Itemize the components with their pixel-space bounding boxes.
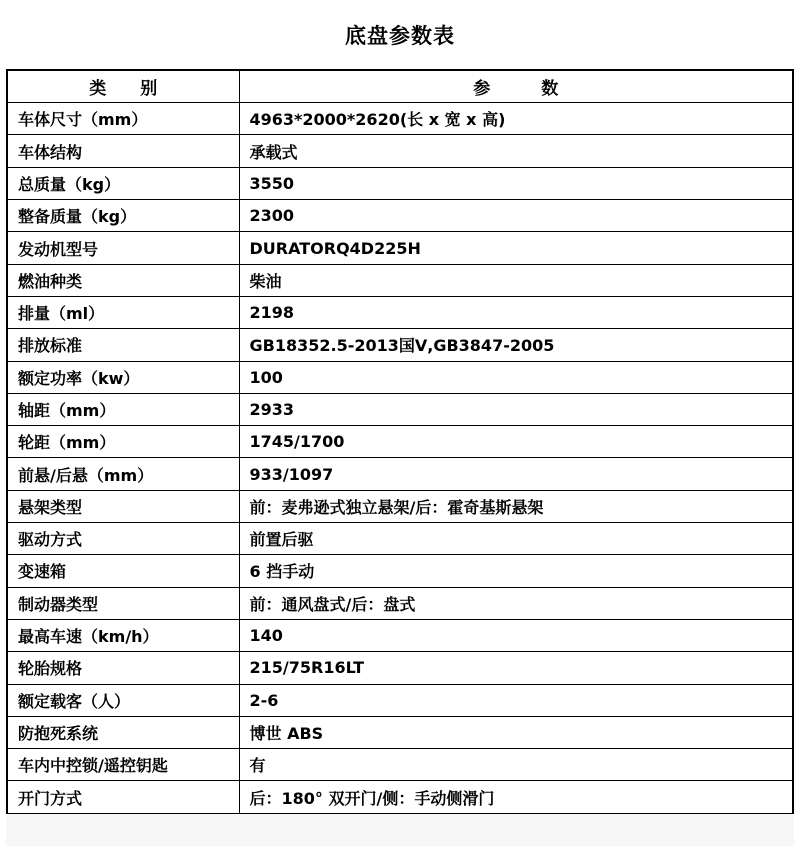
table-row <box>7 200 793 232</box>
row-label: 额定载客（人） <box>7 684 239 716</box>
table-row <box>7 458 793 490</box>
row-label: 制动器类型 <box>7 587 239 619</box>
row-value: 后：180° 双开门/侧：手动侧滑门 <box>239 781 793 814</box>
row-value: 前置后驱 <box>239 523 793 555</box>
table-row <box>7 619 793 651</box>
table-row <box>7 264 793 296</box>
row-value: 2198 <box>239 296 793 328</box>
table-row <box>7 167 793 199</box>
row-value: 承载式 <box>239 135 793 167</box>
table-row <box>7 749 793 781</box>
table-row <box>7 329 793 361</box>
table-row <box>7 393 793 425</box>
row-value: 博世 ABS <box>239 716 793 748</box>
row-label: 排放标准 <box>7 329 239 361</box>
row-value: 2933 <box>239 393 793 425</box>
table-row <box>7 652 793 684</box>
row-label: 开门方式 <box>7 781 239 814</box>
row-label: 最高车速（km/h） <box>7 619 239 651</box>
row-value: 有 <box>239 749 793 781</box>
row-label: 总质量（kg） <box>7 167 239 199</box>
row-label: 额定功率（kw） <box>7 361 239 393</box>
row-label: 前悬/后悬（mm） <box>7 458 239 490</box>
row-label: 悬架类型 <box>7 490 239 522</box>
row-value: 2300 <box>239 200 793 232</box>
row-value: DURATORQ4D225H <box>239 232 793 264</box>
row-label: 发动机型号 <box>7 232 239 264</box>
row-value: 2-6 <box>239 684 793 716</box>
row-label: 燃油种类 <box>7 264 239 296</box>
row-value: 前：通风盘式/后：盘式 <box>239 587 793 619</box>
row-value: 215/75R16LT <box>239 652 793 684</box>
row-label: 防抱死系统 <box>7 716 239 748</box>
table-row <box>7 296 793 328</box>
row-label: 车体尺寸（mm） <box>7 103 239 135</box>
row-label: 车体结构 <box>7 135 239 167</box>
row-value: 140 <box>239 619 793 651</box>
page-bottom-edge <box>6 814 794 846</box>
row-value: 1745/1700 <box>239 426 793 458</box>
table-row <box>7 587 793 619</box>
row-value: GB18352.5-2013国Ⅴ,GB3847-2005 <box>239 329 793 361</box>
row-label: 驱动方式 <box>7 523 239 555</box>
row-label: 轮胎规格 <box>7 652 239 684</box>
row-value: 前：麦弗逊式独立悬架/后：霍奇基斯悬架 <box>239 490 793 522</box>
table-row <box>7 684 793 716</box>
table-row <box>7 523 793 555</box>
page-title: 底盘参数表 <box>345 24 455 48</box>
spec-table-body <box>7 103 793 814</box>
row-label: 排量（ml） <box>7 296 239 328</box>
table-row <box>7 232 793 264</box>
table-row <box>7 490 793 522</box>
table-row <box>7 361 793 393</box>
table-row <box>7 555 793 587</box>
header-category: 类 别 <box>7 70 239 103</box>
row-label: 轴距（mm） <box>7 393 239 425</box>
row-value: 3550 <box>239 167 793 199</box>
row-label: 变速箱 <box>7 555 239 587</box>
row-value: 933/1097 <box>239 458 793 490</box>
table-row <box>7 103 793 135</box>
table-row <box>7 716 793 748</box>
row-value: 6 挡手动 <box>239 555 793 587</box>
table-header-row <box>7 70 793 103</box>
table-row <box>7 135 793 167</box>
table-row <box>7 426 793 458</box>
row-label: 整备质量（kg） <box>7 200 239 232</box>
row-value: 100 <box>239 361 793 393</box>
row-label: 轮距（mm） <box>7 426 239 458</box>
row-label: 车内中控锁/遥控钥匙 <box>7 749 239 781</box>
header-value: 参 数 <box>239 70 793 103</box>
row-value: 柴油 <box>239 264 793 296</box>
spec-table <box>6 69 794 815</box>
row-value: 4963*2000*2620(长 x 宽 x 高) <box>239 103 793 135</box>
table-row <box>7 781 793 814</box>
